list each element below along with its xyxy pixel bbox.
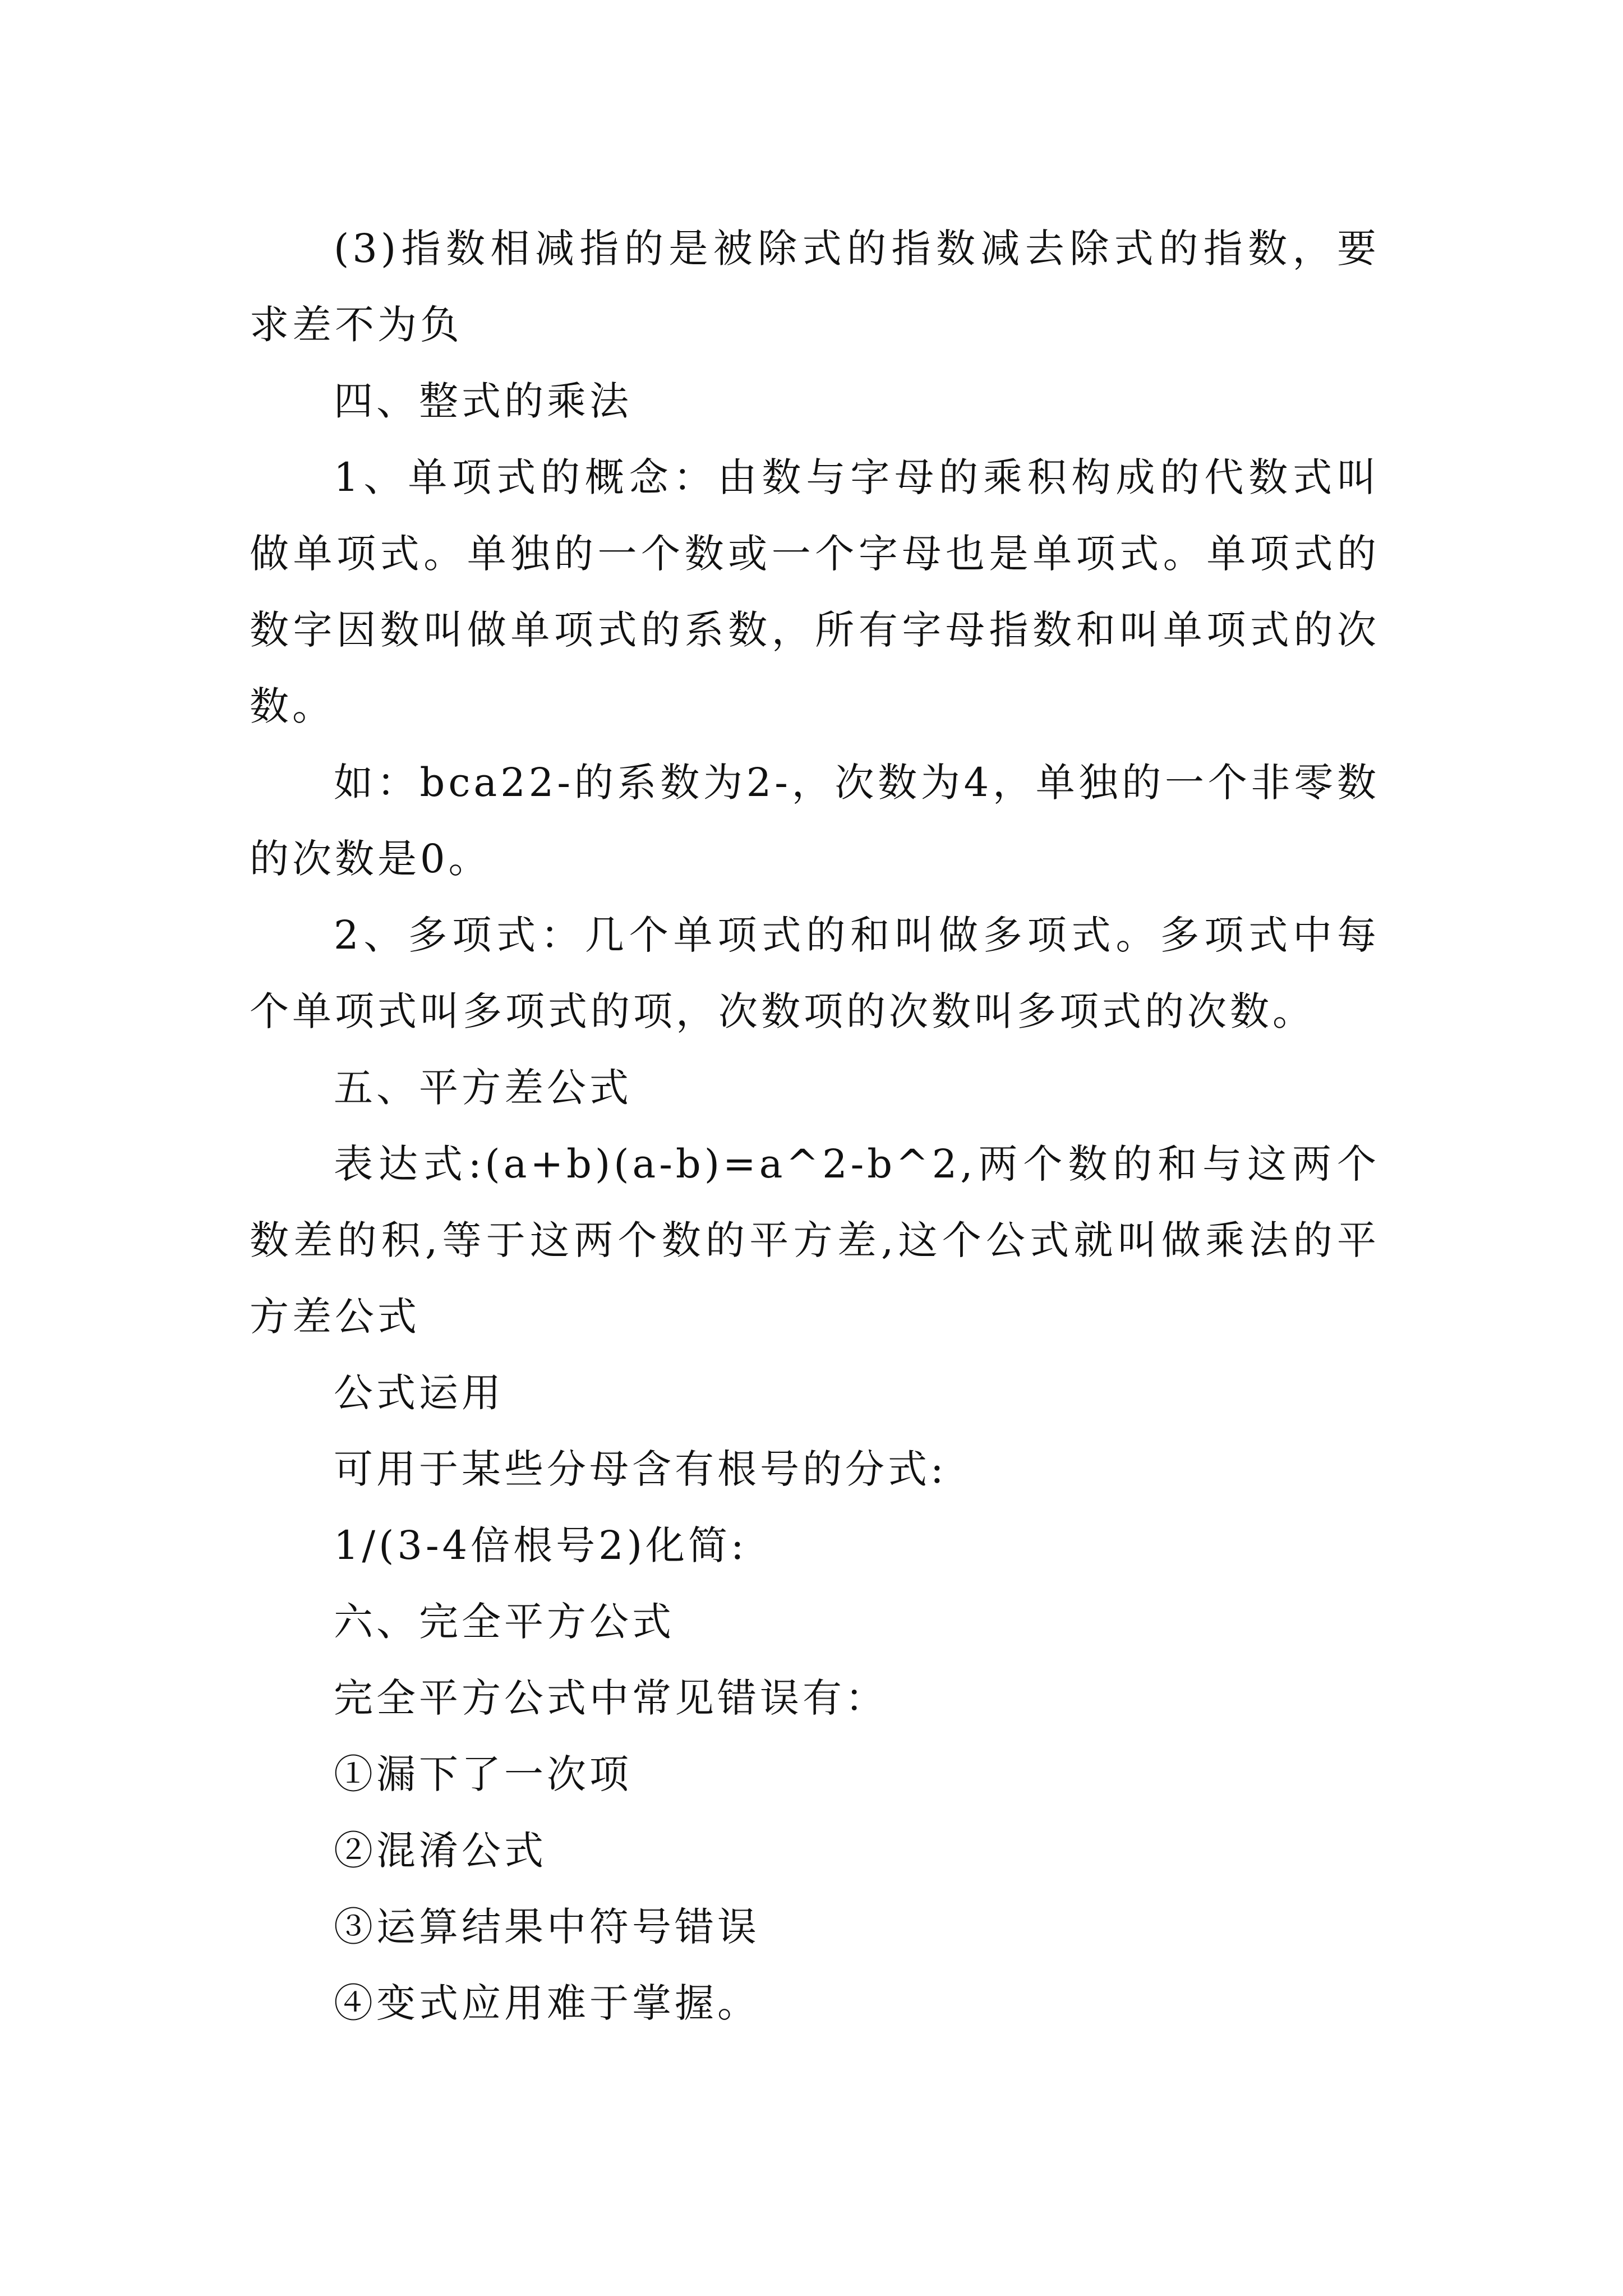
list-item-error-2: ②混淆公式 bbox=[334, 1828, 547, 1874]
paragraph-radical-denominator: 可用于某些分母含有根号的分式: bbox=[334, 1446, 947, 1492]
heading-perfect-square-formula: 六、完全平方公式 bbox=[334, 1599, 675, 1645]
paragraph-monomial-example: 如：bca22-的系数为2-，次数为4，单独的一个非零数的次数是0。 bbox=[250, 760, 1380, 882]
paragraph-formula-application: 公式运用 bbox=[334, 1370, 504, 1416]
heading-polynomial-multiplication: 四、整式的乘法 bbox=[334, 378, 632, 424]
paragraph-simplification-example: 1/(3-4倍根号2)化简: bbox=[334, 1522, 748, 1568]
paragraph-common-errors: 完全平方公式中常见错误有： bbox=[334, 1675, 888, 1721]
paragraph-exponent-subtraction: (3)指数相减指的是被除式的指数减去除式的指数，要求差不为负 bbox=[250, 226, 1380, 348]
list-item-error-1: ①漏下了一次项 bbox=[334, 1751, 632, 1797]
paragraph-monomial-concept: 1、单项式的概念：由数与字母的乘积构成的代数式叫做单项式。单独的一个数或一个字母也是单项式。单项式的数字因数叫做单项式的系数，所有字母指数和叫单项式的次数。 bbox=[250, 454, 1380, 729]
list-item-error-3: ③运算结果中符号错误 bbox=[334, 1904, 760, 1950]
paragraph-polynomial-definition: 2、多项式：几个单项式的和叫做多项式。多项式中每个单项式叫多项式的项，次数项的次数叫多项式的次数。 bbox=[250, 912, 1380, 1034]
heading-difference-of-squares: 五、平方差公式 bbox=[334, 1065, 632, 1111]
document-body bbox=[250, 210, 1380, 2041]
paragraph-difference-of-squares-expression: 表达式:(a+b)(a-b)=a^2-b^2,两个数的和与这两个数差的积,等于这两个数的平方差,这个公式就叫做乘法的平方差公式 bbox=[250, 1141, 1380, 1340]
list-item-error-4: ④变式应用难于掌握。 bbox=[334, 1980, 760, 2026]
